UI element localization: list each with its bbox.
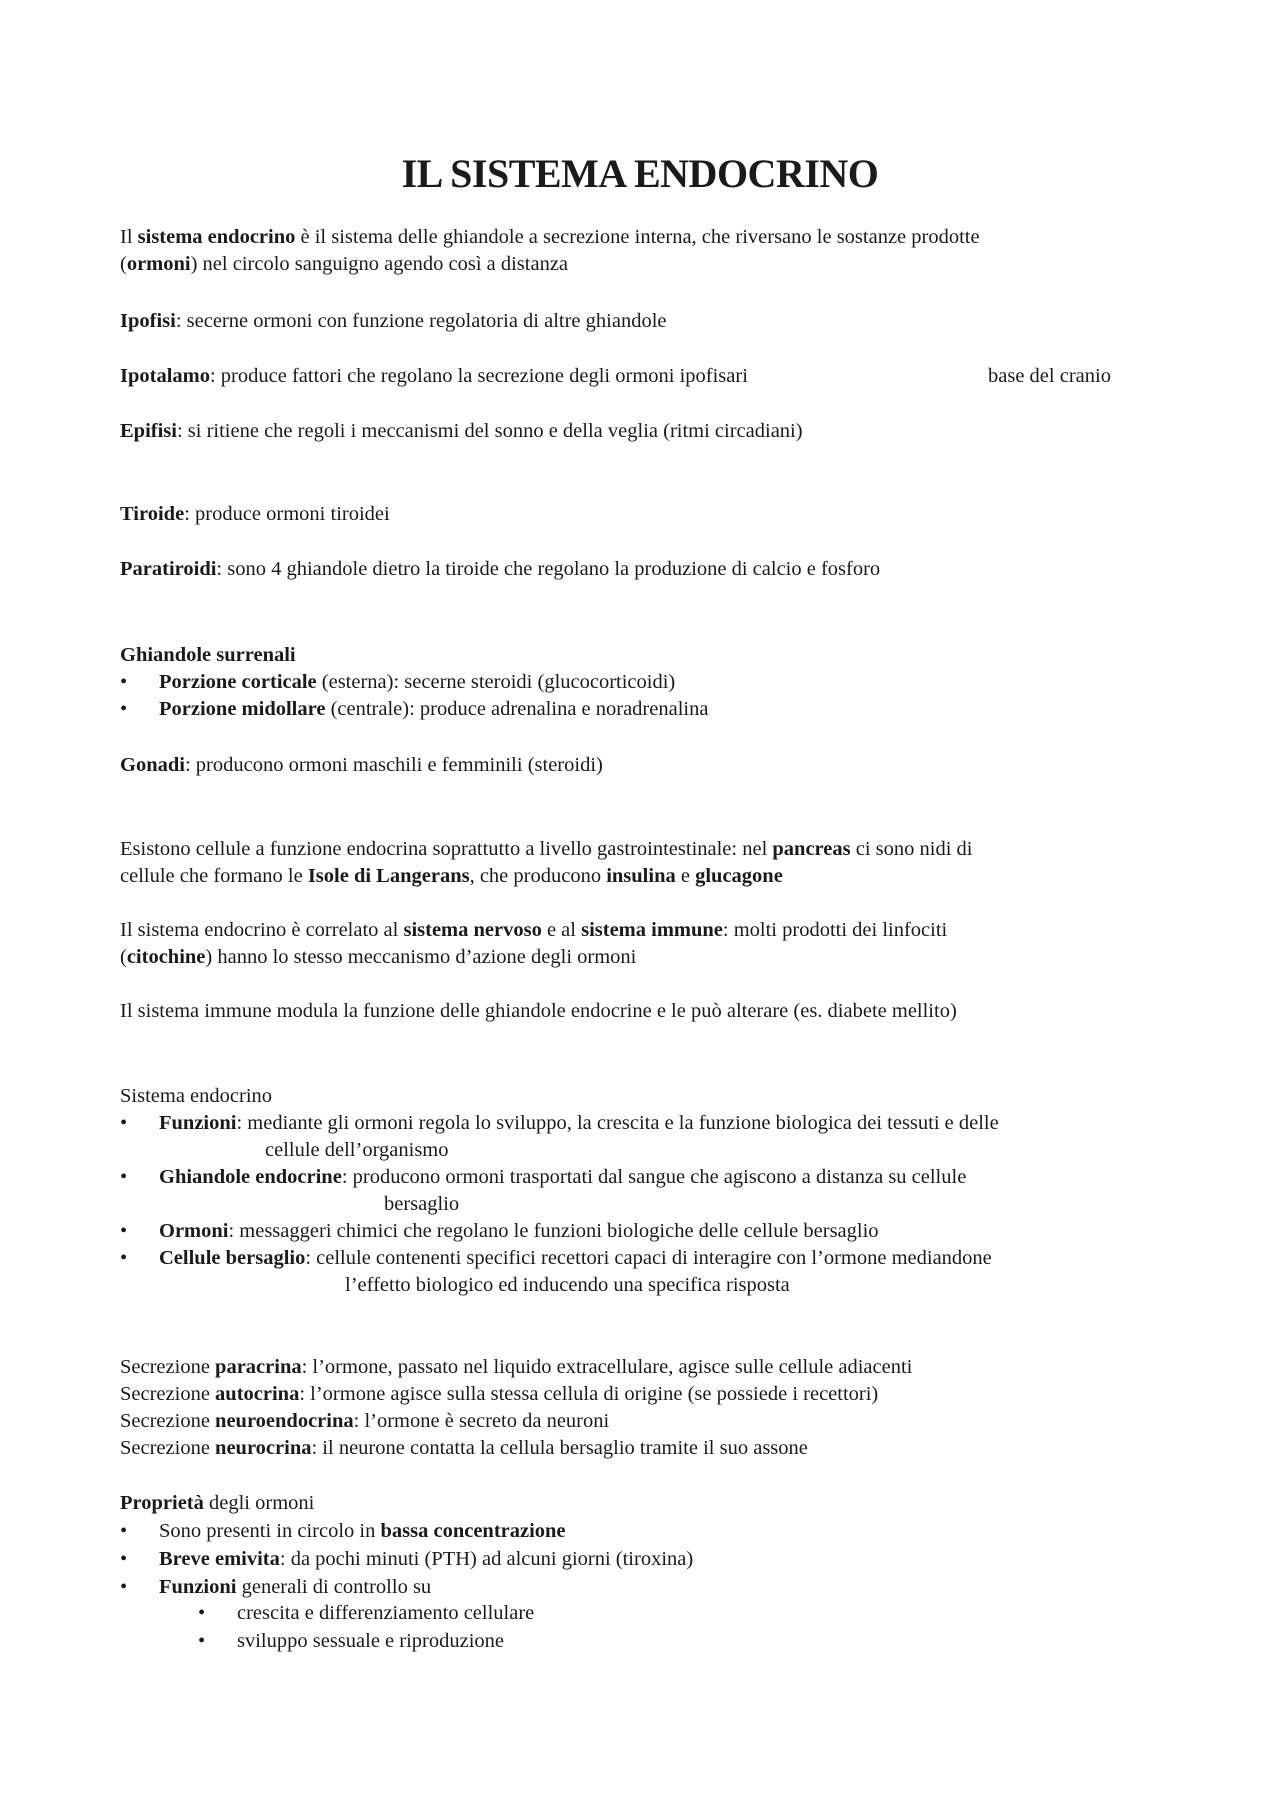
list-item-continuation: l’effetto biologico ed inducendo una specifica risposta (345, 1274, 790, 1296)
document-page: IL SISTEMA ENDOCRINO Il sistema endocrino è il sistema delle ghiandole a secrezione interna, che riversano le sostanze prodotte (ormoni) nel circolo sanguigno agendo così a distanza Ipofisi: secerne ormoni con funzione regolatoria di altre ghiandole Ipotalamo: produce fattori che regolano la secrezione degli ormoni ipofisari base del cranio Epifisi: si ritiene che regoli i meccanismi del sonno e della veglia (ritmi circadiani) Tiroide: produce ormoni tiroidei Paratiroidi: sono 4 ghiandole dietro la tiroide che regolano la produzione di calcio e fosforo Ghiandole surrenali • Porzione corticale (esterna): secerne steroidi (glucocorticoidi) • Porzione midollare (centrale): produce adrenalina e noradrenalina Gonadi: producono ormoni maschili e femminili (steroidi) Esistono cellule a funzione endocrina soprattutto a livello gastrointestinale: nel pancreas ci sono nidi di cellule che formano le Isole di Langerans, che producono insulina e glucagone Il sistema endocrino è correlato al sistema nervoso e al sistema immune: molti prodotti dei linfociti (citochine) hanno lo stesso meccanismo d’azione degli ormoni Il sistema immune modula la funzione delle ghiandole endocrine e le può alterare (es. diabete mellito) Sistema endocrino • Funzioni: mediante gli ormoni regola lo sviluppo, la crescita e la funzione biologica dei tessuti e delle cellule dell’organismo • Ghiandole endocrine: producono ormoni trasportati dal sangue che agiscono a distanza su cellule bersaglio • Ormoni: messaggeri chimici che regolano le funzioni biologiche delle cellule bersaglio • Cellule bersaglio: cellule contenenti specifici recettori capaci di interagire con l’ormone mediandone l’effetto biologico ed inducendo una specifica risposta Secrezione paracrina: l’ormone, passato nel liquido extracellulare, agisce sulle cellule adiacenti Secrezione autocrina: l’ormone agisce sulla stessa cellula di origine (se possiede i recettori) Secrezione neuroendocrina: l’ormone è secreto da neuroni Secrezione neurocrina: il neurone contatta la cellula bersaglio tramite il suo assone Proprietà degli ormoni • Sono presenti in circolo in bassa concentrazione • Breve emivita: da pochi minuti (PTH) ad alcuni giorni (tiroxina) • Funzioni generali di controllo su • crescita e differenziamento cellulare • sviluppo sessuale e riproduzione (0, 0, 1280, 1811)
gonadi-line: Gonadi: producono ormoni maschili e femminili (steroidi) (120, 754, 603, 776)
bullet-icon: • (120, 1548, 128, 1570)
page-title: IL SISTEMA ENDOCRINO (401, 151, 879, 196)
tiroide-line: Tiroide: produce ormoni tiroidei (120, 503, 390, 525)
correlato-paragraph: Il sistema endocrino è correlato al sistema nervoso e al sistema immune: molti prodotti dei linfociti (citochine) hanno lo stesso meccanismo d’azione degli ormoni (120, 919, 948, 968)
list-item-continuation: cellule dell’organismo (265, 1139, 449, 1161)
list-item-continuation: bersaglio (384, 1193, 460, 1215)
secrezione-line: Secrezione neuroendocrina: l’ormone è secreto da neuroni (120, 1410, 610, 1432)
bullet-icon: • (120, 1576, 128, 1598)
bullet-icon: • (120, 1520, 128, 1542)
secrezione-line: Secrezione autocrina: l’ormone agisce sulla stessa cellula di origine (se possiede i recettori) (120, 1383, 879, 1405)
gastro-paragraph: Esistono cellule a funzione endocrina soprattutto a livello gastrointestinale: nel pancreas ci sono nidi di cellule che formano le Isole di Langerans, che producono insulina e glucagone (120, 838, 973, 887)
sistema-heading: Sistema endocrino (120, 1085, 273, 1107)
bullet-icon: • (120, 1166, 128, 1188)
bullet-icon: • (120, 1112, 128, 1134)
intro-paragraph: Il sistema endocrino è il sistema delle ghiandole a secrezione interna, che riversano le sostanze prodotte (ormoni) nel circolo sanguigno agendo così a distanza (120, 226, 980, 275)
bullet-icon: • (120, 671, 128, 693)
ipotalamo-line: Ipotalamo: produce fattori che regolano la secrezione degli ormoni ipofisari (120, 365, 748, 387)
secrezione-line: Secrezione paracrina: l’ormone, passato nel liquido extracellulare, agisce sulle cellule adiacenti (120, 1356, 913, 1378)
immune-line: Il sistema immune modula la funzione delle ghiandole endocrine e le può alterare (es. diabete mellito) (120, 1000, 957, 1022)
bullet-icon: • (120, 1247, 128, 1269)
secrezione-line: Secrezione neurocrina: il neurone contatta la cellula bersaglio tramite il suo assone (120, 1437, 808, 1459)
bullet-icon: • (120, 1220, 128, 1242)
bullet-icon: • (198, 1630, 206, 1652)
epifisi-line: Epifisi: si ritiene che regoli i meccanismi del sonno e della veglia (ritmi circadiani) (120, 420, 803, 442)
ipotalamo-note: base del cranio (988, 365, 1111, 387)
bullet-icon: • (198, 1602, 206, 1624)
proprieta-heading: Proprietà degli ormoni (120, 1492, 315, 1514)
ipofisi-line: Ipofisi: secerne ormoni con funzione regolatoria di altre ghiandole (120, 310, 667, 332)
bullet-icon: • (120, 698, 128, 720)
paratiroidi-line: Paratiroidi: sono 4 ghiandole dietro la tiroide che regolano la produzione di calcio e fosforo (120, 558, 881, 580)
surrenali-heading: Ghiandole surrenali (120, 644, 296, 666)
